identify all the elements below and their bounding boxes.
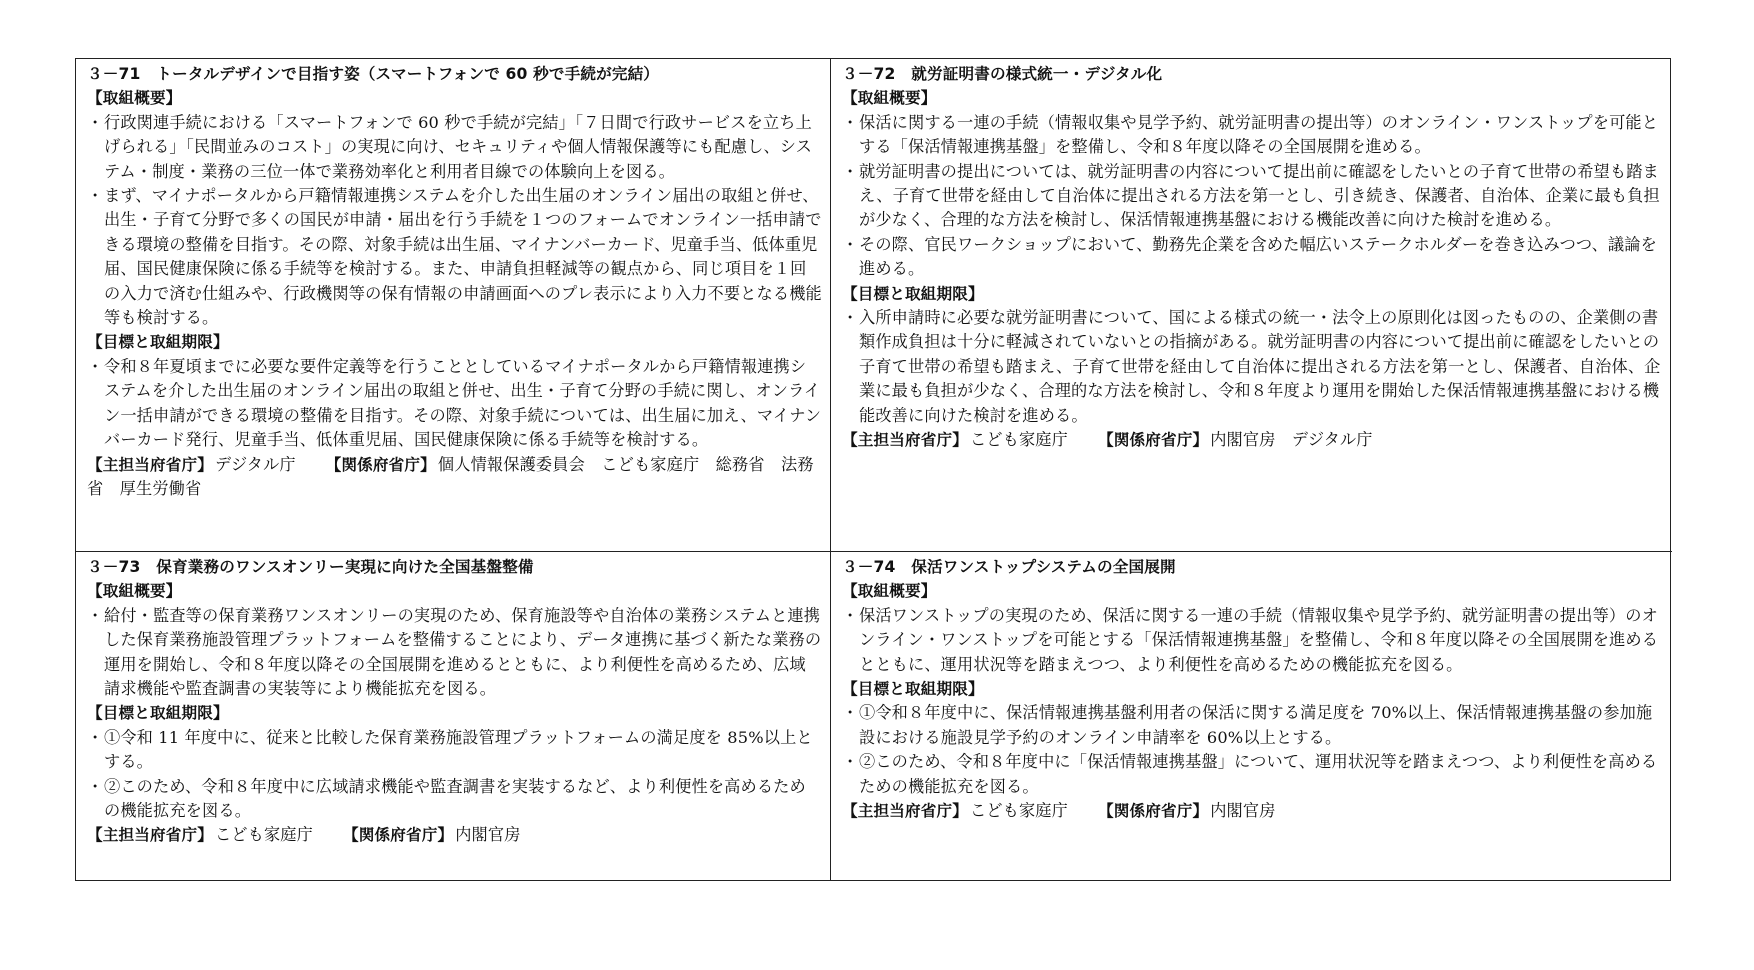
measure-cell-3-71 xyxy=(76,59,831,552)
related-ministries-label: 【関係府省庁】 xyxy=(325,455,436,474)
overview-bullet: ・ その際、官民ワークショップにおいて、勤務先企業を含めた幅広いステークホルダーを巻き込みつつ、議論を進める。 xyxy=(842,234,1657,279)
bullet-mark: ・ xyxy=(842,234,859,254)
overview-heading: 【取組概要】 xyxy=(842,582,937,601)
bullet-mark: ・ xyxy=(87,112,104,132)
bullet-mark: ・ xyxy=(87,727,104,747)
overview-heading: 【取組概要】 xyxy=(87,582,182,601)
lead-ministry-label: 【主担当府省庁】 xyxy=(87,826,213,845)
bullet-mark: ・ xyxy=(842,752,859,772)
measure-title: ３－74 保活ワンストップシステムの全国展開 xyxy=(842,558,1176,576)
goals-bullet: ・ 入所申請時に必要な就労証明書について、国による様式の統一・法令上の原則化は図ったものの、企業側の書類作成負担は十分に軽減されていないとの指摘がある。就労証明書の内容について提出前に確認をしたいとの子育て世帯の希望も踏まえ、子育て世帯を経由して自治体に提出される方法を第一とし、保護者、自治体、企業に最も負担が少なく、合理的な方法を検討し、令和８年度より運用を開始した保活情報連携基盤における機能改善に向けた検討を進める。 xyxy=(842,308,1661,425)
lead-ministry-label: 【主担当府省庁】 xyxy=(87,455,213,474)
measures-table xyxy=(75,58,1671,881)
overview-bullet: ・ 保活ワンストップの実現のため、保活に関する一連の手続（情報収集や見学予約、就労証明書の提出等）のオンライン・ワンストップを可能とする「保活情報連携基盤」を整備し、令和８年度以降その全国展開を進めるとともに、運用状況等を踏まえつつ、より利便性を高めるための機能拡充を図る。 xyxy=(842,605,1659,674)
measure-cell-3-73 xyxy=(76,552,831,880)
bullet-mark: ・ xyxy=(87,186,104,206)
related-ministries: 内閣官房 xyxy=(1210,801,1276,821)
bullet-mark: ・ xyxy=(87,356,104,376)
bullet-mark: ・ xyxy=(87,605,104,625)
overview-bullet: ・ 行政関連手続における「スマートフォンで 60 秒で手続が完結」「７日間で行政サービスを立ち上げられる」「民間並みのコスト」の実現に向け、セキュリティや個人情報保護等にも配慮し、システム・制度・業務の三位一体で業務効率化と利用者目線での体験向上を図る。 xyxy=(87,112,812,181)
related-ministries: 内閣官房 デジタル庁 xyxy=(1210,430,1373,450)
goals-bullet: ・ ②このため、令和８年度中に「保活情報連携基盤」について、運用状況等を踏まえつつ、より利便性を高めるための機能拡充を図る。 xyxy=(842,752,1658,796)
bullet-mark: ・ xyxy=(842,308,859,328)
measure-title: ３－72 就労証明書の様式統一・デジタル化 xyxy=(842,65,1163,83)
bullet-mark: ・ xyxy=(842,112,859,132)
measure-cell-3-72 xyxy=(831,59,1672,552)
overview-bullet: ・ 就労証明書の提出については、就労証明書の内容について提出前に確認をしたいとの子育て世帯の希望も踏まえ、子育て世帯を経由して自治体に提出される方法を第一とし、引き続き、保護者、自治体、企業に最も負担が少なく、合理的な方法を検討し、保活情報連携基盤における機能改善に向けた検討を進める。 xyxy=(842,161,1660,230)
lead-ministry-label: 【主担当府省庁】 xyxy=(842,802,968,821)
related-ministries-label: 【関係府省庁】 xyxy=(1097,431,1209,450)
ministries-line xyxy=(842,799,1664,823)
overview-heading: 【取組概要】 xyxy=(842,89,937,108)
measure-cell-3-74 xyxy=(831,552,1672,880)
lead-ministry: こども家庭庁 xyxy=(969,801,1068,821)
lead-ministry: こども家庭庁 xyxy=(214,825,313,845)
goals-bullet: ・ 令和８年夏頃までに必要な要件定義等を行うこととしているマイナポータルから戸籍情報連携システムを介した出生届のオンライン届出の取組と併せ、出生・子育て分野の手続に関し、オンライン一括申請ができる環境の整備を目指す。その際、対象手続については、出生届に加え、マイナンバーカード発行、児童手当、低体重児届、国民健康保険に係る手続等を検討する。 xyxy=(87,356,822,450)
ministries-line xyxy=(87,823,822,847)
goals-bullet: ・ ①令和８年度中に、保活情報連携基盤利用者の保活に関する満足度を 70%以上、保活情報連携基盤の参加施設における施設見学予約のオンライン申請率を 60%以上とする。 xyxy=(842,703,1653,747)
bullet-mark: ・ xyxy=(842,605,859,625)
goals-bullet: ・ ②このため、令和８年度中に広域請求機能や監査調書を実装するなど、より利便性を高めるための機能拡充を図る。 xyxy=(87,776,806,821)
lead-ministry: デジタル庁 xyxy=(214,454,296,474)
related-ministries-label: 【関係府省庁】 xyxy=(1097,802,1209,821)
related-ministries: 個人情報保護委員会 こども家庭庁 総務省 法務省 厚生労働省 xyxy=(87,454,814,498)
goals-heading: 【目標と取組期限】 xyxy=(87,333,229,352)
measure-title: ３－71 トータルデザインで目指す姿（スマートフォンで 60 秒で手続が完結） xyxy=(87,65,660,83)
lead-ministry: こども家庭庁 xyxy=(969,430,1068,450)
overview-heading: 【取組概要】 xyxy=(87,89,182,108)
overview-bullet: ・ 給付・監査等の保育業務ワンスオンリーの実現のため、保育施設等や自治体の業務システムと連携した保育業務施設管理プラットフォームを整備することにより、データ連携に基づく新たな業務の運用を開始し、令和８年度以降その全国展開を進めるとともに、より利便性を高めるため、広域請求機能や監査調書の実装等により機能拡充を図る。 xyxy=(87,605,822,699)
related-ministries-label: 【関係府省庁】 xyxy=(342,826,454,845)
overview-bullet: ・ 保活に関する一連の手続（情報収集や見学予約、就労証明書の提出等）のオンライン・ワンストップを可能とする「保活情報連携基盤」を整備し、令和８年度以降その全国展開を進める。 xyxy=(842,112,1659,157)
goals-heading: 【目標と取組期限】 xyxy=(842,284,984,303)
overview-bullet: ・ まず、マイナポータルから戸籍情報連携システムを介した出生届のオンライン届出の取組と併せ、出生・子育て分野で多くの国民が申請・届出を行う手続を１つのフォームでオンライン一括申請できる環境の整備を目指す。その際、対象手続は出生届、マイナンバーカード、児童手当、低体重児届、国民健康保険に係る手続等を検討する。また、申請負担軽減等の観点から、同じ項目を１回の入力で済む仕組みや、行政機関等の保有情報の申請画面へのプレ表示により入力不要となる機能等も検討する。 xyxy=(87,186,822,328)
related-ministries: 内閣官房 xyxy=(455,825,521,845)
goals-heading: 【目標と取組期限】 xyxy=(842,680,984,699)
lead-ministry-label: 【主担当府省庁】 xyxy=(842,431,968,450)
bullet-mark: ・ xyxy=(842,703,859,723)
goals-heading: 【目標と取組期限】 xyxy=(87,704,229,723)
ministries-line xyxy=(842,428,1664,452)
bullet-mark: ・ xyxy=(842,161,859,181)
goals-bullet: ・ ①令和 11 年度中に、従来と比較した保育業務施設管理プラットフォームの満足度を 85%以上とする。 xyxy=(87,727,813,772)
measure-title: ３－73 保育業務のワンスオンリー実現に向けた全国基盤整備 xyxy=(87,558,534,576)
ministries-line xyxy=(87,453,822,502)
bullet-mark: ・ xyxy=(87,776,104,796)
